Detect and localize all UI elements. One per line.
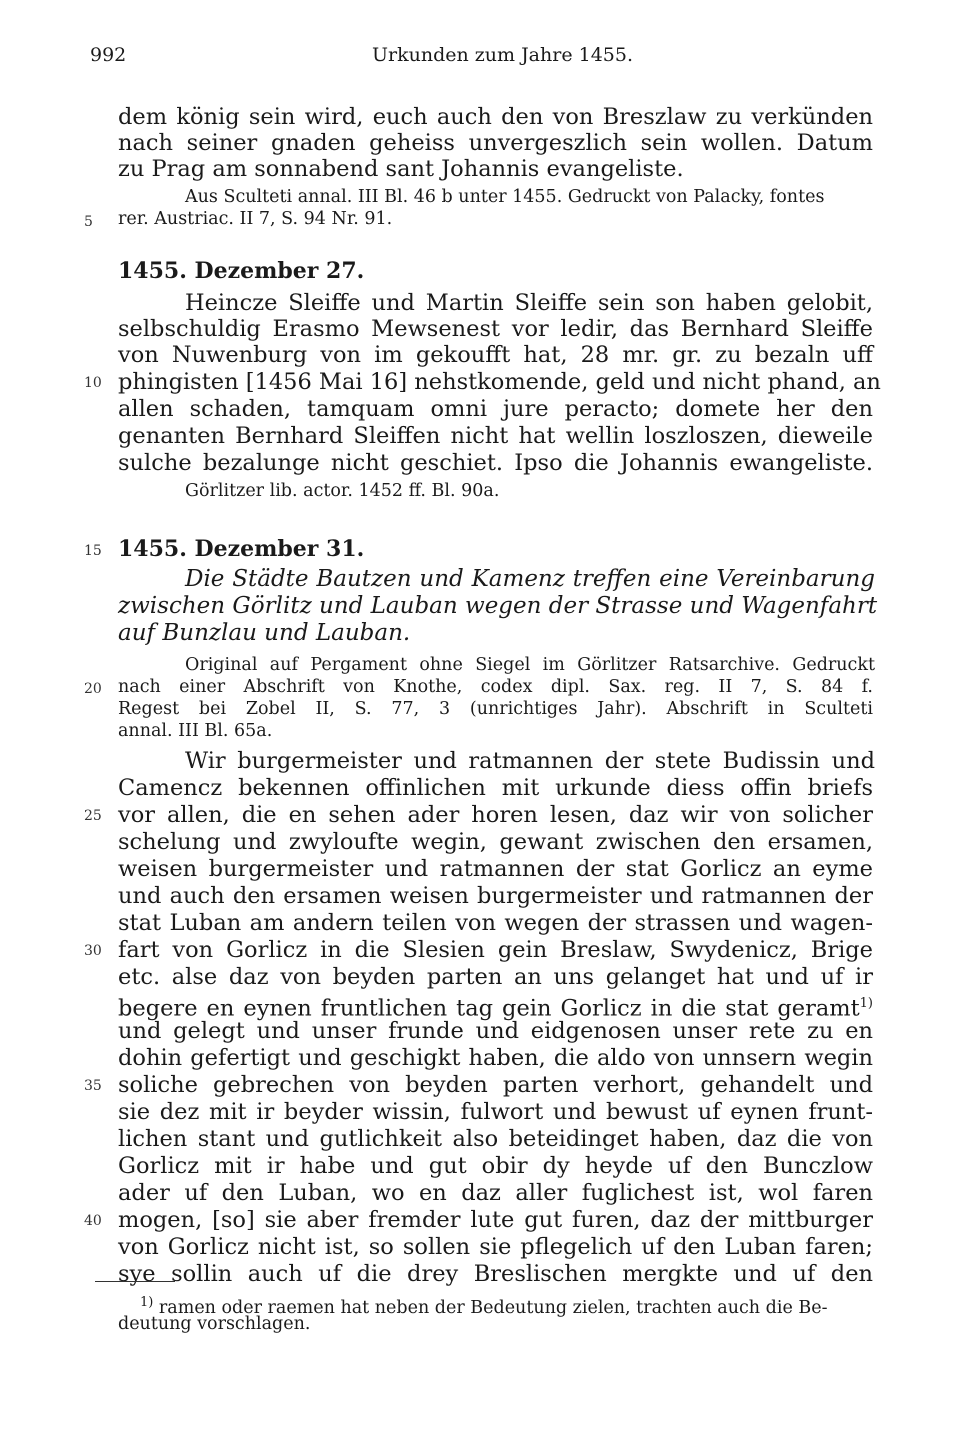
text-line: von Nuwenburg von im gekoufft hat, 28 mr. gr. zu bezaln uff bbox=[118, 342, 873, 368]
text-line: Gorlicz mit ir habe und gut obir dy heyde uf den Bunczlow bbox=[118, 1153, 873, 1179]
footnote-marker: 1) bbox=[859, 996, 873, 1011]
text-line: etc. alse daz von beyden parten an uns gelanget hat und uf ir bbox=[118, 964, 873, 990]
running-title: Urkunden zum Jahre 1455. bbox=[372, 44, 634, 66]
text-line: und auch den ersamen weisen burgermeister und ratmannen der bbox=[118, 883, 873, 909]
source-note: Original auf Pergament ohne Siegel im Görlitzer Ratsarchive. Gedruckt bbox=[185, 655, 875, 675]
source-note: rer. Austriac. II 7, S. 94 Nr. 91. bbox=[118, 209, 393, 229]
text-line: fart von Gorlicz in die Slesien gein Breslaw, Swydenicz, Brige bbox=[118, 937, 873, 963]
text-line: sulche bezalunge nicht geschiet. Ipso die Johannis ewangeliste. bbox=[118, 450, 873, 476]
text-line: sie dez mit ir beyder wissin, fulwort und bewust uf eynen frunt- bbox=[118, 1099, 873, 1125]
line-number: 25 bbox=[84, 808, 102, 824]
footnote-line: deutung vorschlagen. bbox=[118, 1314, 311, 1334]
text-line: von Gorlicz nicht ist, so sollen sie pflegelich uf den Luban faren; bbox=[118, 1234, 873, 1260]
text-line: lichen stant und gutlichkeit also beteidinget haben, daz die von bbox=[118, 1126, 873, 1152]
text-line: sye sollin auch uf die drey Breslischen mergkte und uf den bbox=[118, 1261, 873, 1287]
text-line: Heincze Sleiffe und Martin Sleiffe sein son haben gelobit, bbox=[185, 290, 873, 316]
text-line: dem könig sein wird, euch auch den von Breszlaw zu verkünden bbox=[118, 104, 873, 130]
text-line: weisen burgermeister und ratmannen der stat Gorlicz an eyme bbox=[118, 856, 873, 882]
text-line: schelung und zwylоufte wegin, gewant zwischen den ersamen, bbox=[118, 829, 873, 855]
text-line: vor allen, die en sehen ader horen lesen, daz wir von solicher bbox=[118, 802, 873, 828]
text-line: ader uf den Luban, wo en daz aller fuglichest ist, wol faren bbox=[118, 1180, 873, 1206]
source-note: nach einer Abschrift von Knothe, codex dipl. Sax. reg. II 7, S. 84 f. bbox=[118, 677, 873, 697]
footnote-divider bbox=[95, 1281, 175, 1282]
text-line: zu Prag am sonnabend sant Johannis evangeliste. bbox=[118, 156, 684, 182]
text-line: Wir burgermeister und ratmannen der stete Budissin und bbox=[185, 748, 875, 774]
line-number: 40 bbox=[84, 1213, 102, 1229]
line-number: 35 bbox=[84, 1078, 102, 1094]
summary-line: auf Bunzlau und Lauban. bbox=[118, 620, 411, 646]
line-number: 20 bbox=[84, 681, 102, 697]
text-line: genanten Bernhard Sleiffen nicht hat wellin loszloszen, dieweile bbox=[118, 423, 873, 449]
text-line: selbschuldig Erasmo Mewsenest vor ledir, das Bernhard Sleiffe bbox=[118, 316, 873, 342]
text-line: mogen, [so] sie aber fremder lute gut furen, daz der mittburger bbox=[118, 1207, 873, 1233]
text-line: allen schaden, tamquam omni jure peracto; domete her den bbox=[118, 396, 873, 422]
summary-line: zwischen Görlitz und Lauban wegen der Strasse und Wagenfahrt bbox=[118, 593, 878, 619]
line-number: 5 bbox=[84, 214, 93, 230]
section-heading: 1455. Dezember 27. bbox=[118, 258, 365, 284]
source-note: annal. III Bl. 65a. bbox=[118, 721, 273, 741]
text-line-content: begere en eynen fruntlichen tag gein Gorlicz in die stat geramt bbox=[118, 995, 860, 1022]
source-note: Görlitzer lib. actor. 1452 ff. Bl. 90a. bbox=[185, 481, 500, 501]
footnote-number: 1) bbox=[140, 1295, 154, 1310]
footnote-text: ramen oder raemen hat neben der Bedeutung zielen, trachten auch die Be- bbox=[158, 1297, 828, 1318]
text-line: dohin gefertigt und geschigkt haben, die aldo von unnsern wegin bbox=[118, 1045, 873, 1071]
text-line: Camencz bekennen offinlichen mit urkunde diess offin briefs bbox=[118, 775, 873, 801]
line-number: 15 bbox=[84, 543, 102, 559]
line-number: 30 bbox=[84, 943, 102, 959]
text-line: stat Luban am andern teilen von wegen der strassen und wagen- bbox=[118, 910, 873, 936]
text-line bbox=[118, 991, 873, 1022]
text-line: soliche gebrechen von beyden parten verhort, gehandelt und bbox=[118, 1072, 873, 1098]
page-number: 992 bbox=[90, 44, 127, 66]
source-note: Regest bei Zobel II, S. 77, 3 (unrichtiges Jahr). Abschrift in Sculteti bbox=[118, 699, 873, 719]
section-heading: 1455. Dezember 31. bbox=[118, 536, 365, 562]
summary-line: Die Städte Bautzen und Kamenz treffen eine Vereinbarung bbox=[185, 566, 875, 592]
text-line: nach seiner gnaden geheiss unvergeszlich sein wollen. Datum bbox=[118, 130, 873, 156]
source-note: Aus Sculteti annal. III Bl. 46 b unter 1455. Gedruckt von Palacky, fontes bbox=[185, 187, 825, 207]
text-line: und gelegt und unser frunde und eidgenosen unser rete zu en bbox=[118, 1018, 873, 1044]
line-number: 10 bbox=[84, 375, 102, 391]
text-line: phingisten [1456 Mai 16] nehstkomende, geld und nicht phand, an bbox=[118, 369, 881, 395]
